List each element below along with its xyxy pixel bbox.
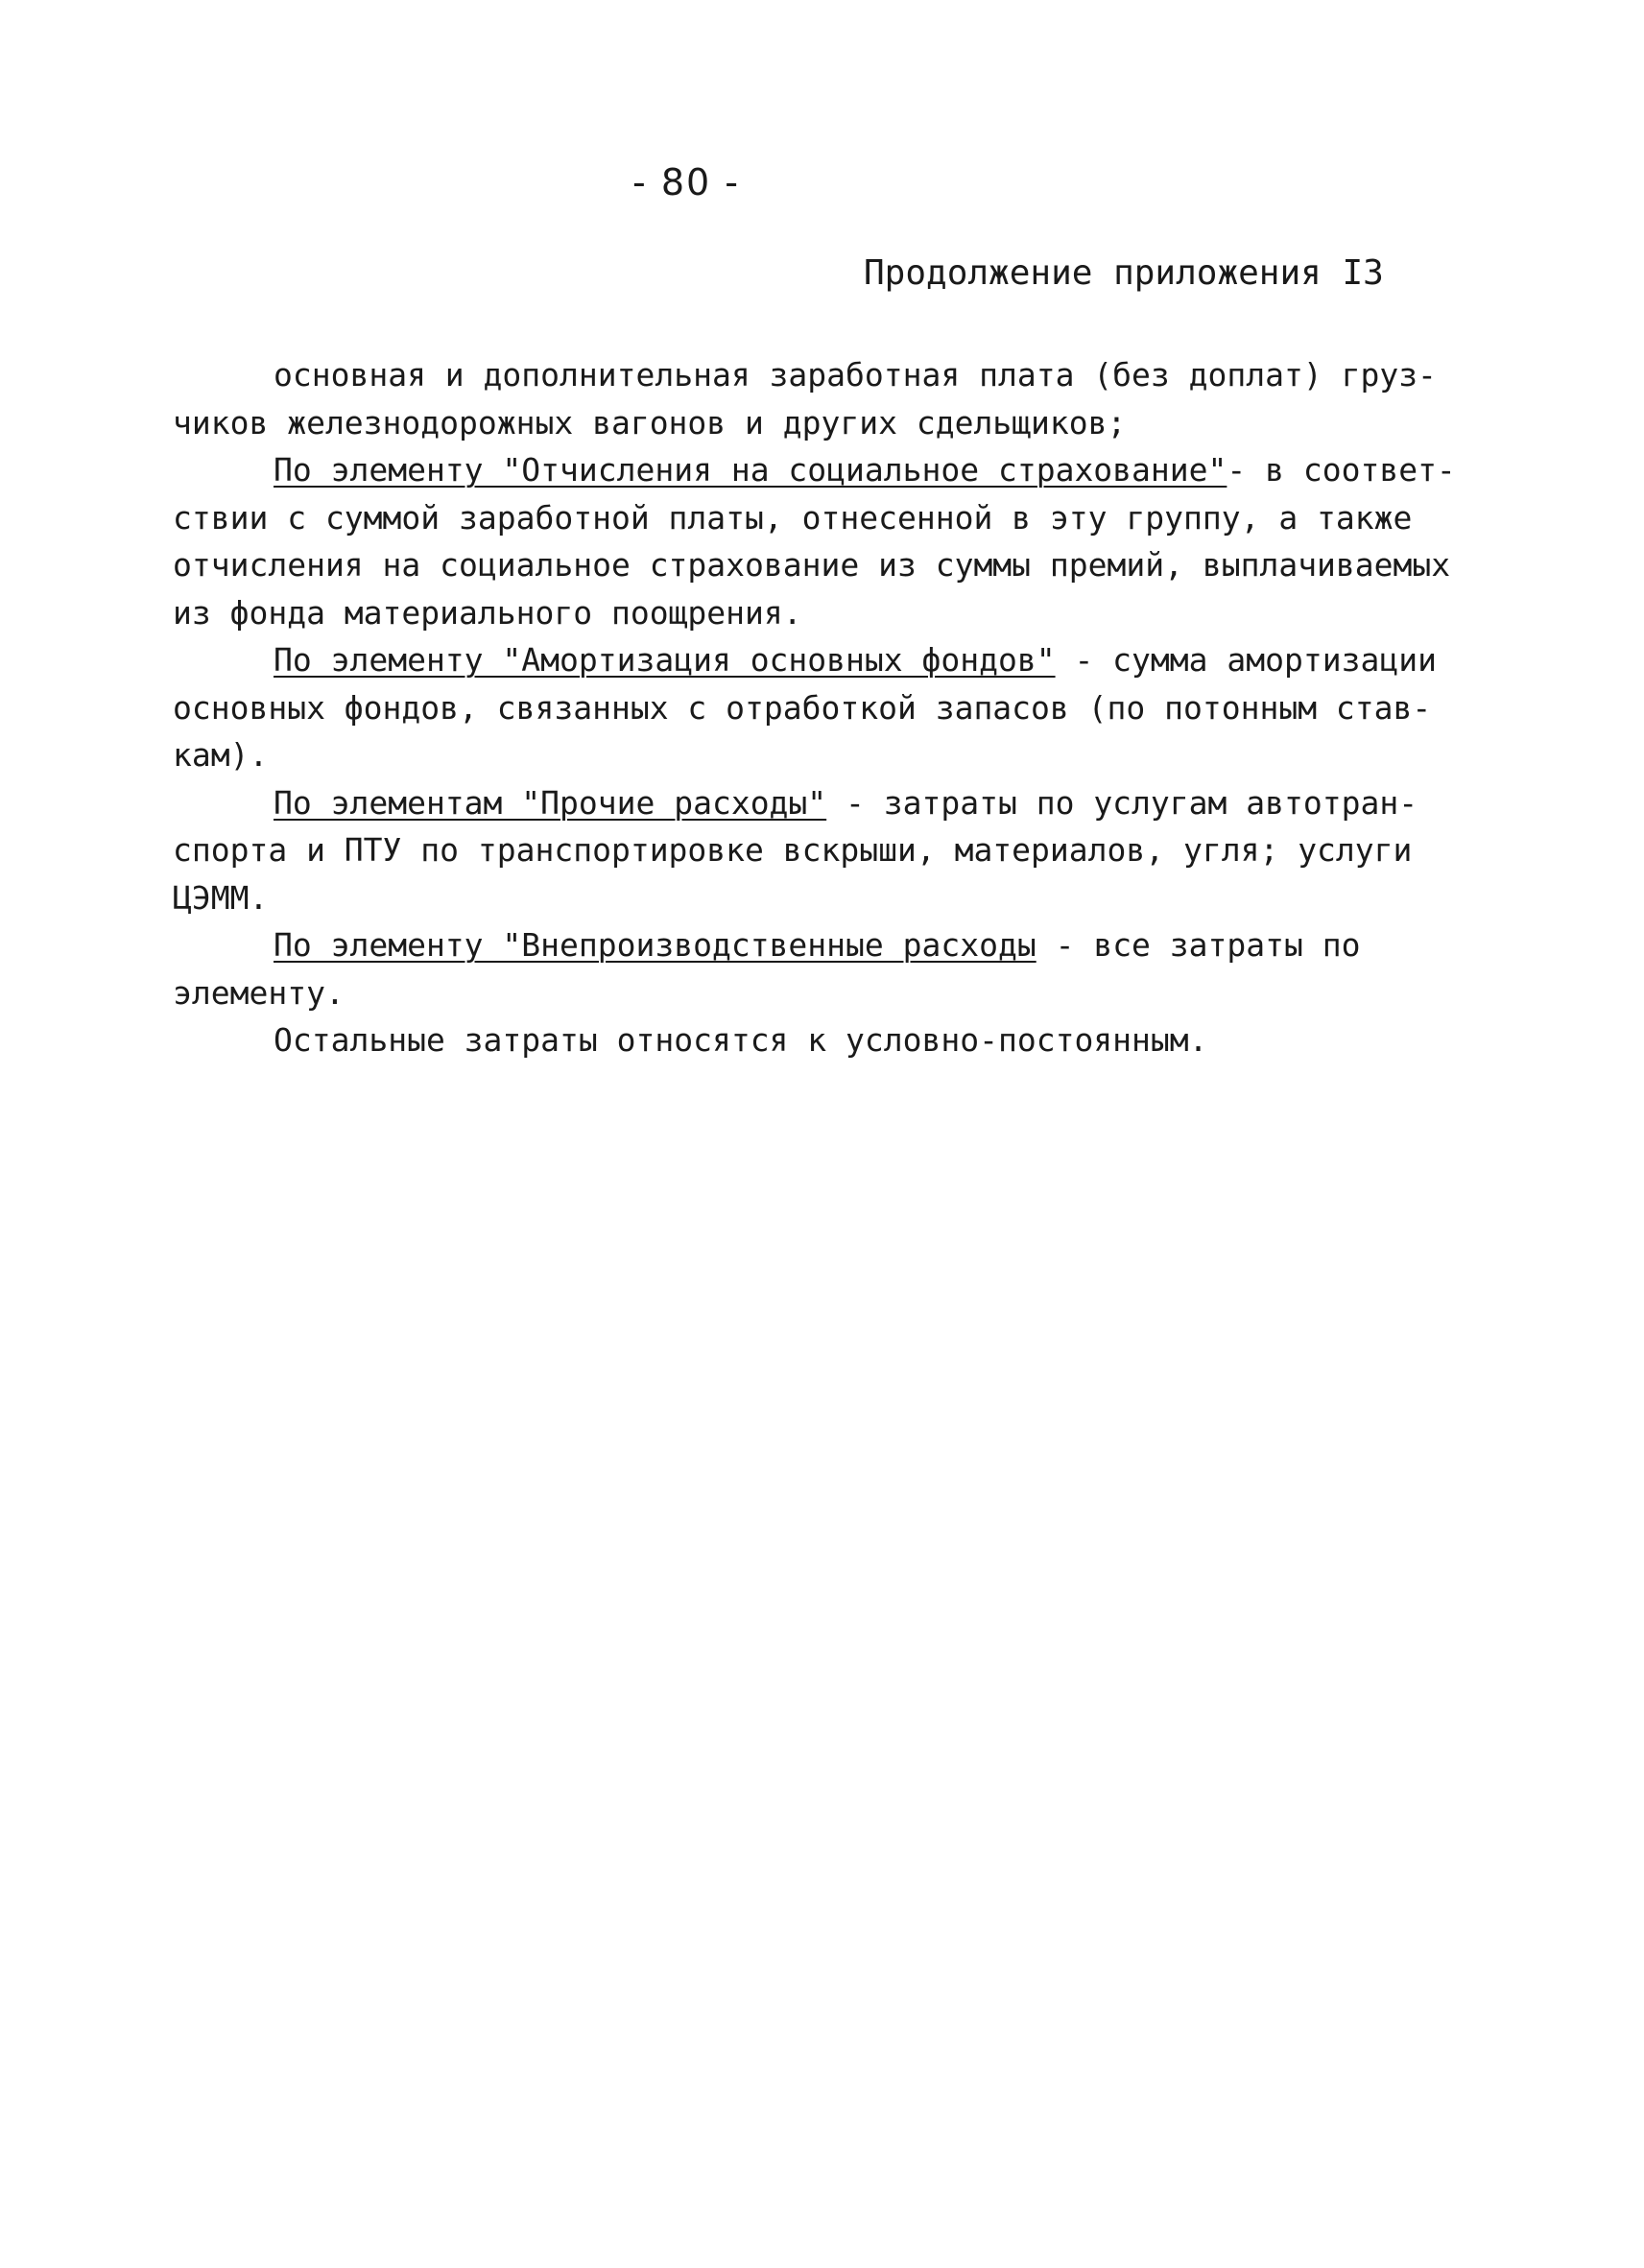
text-line: основных фондов, связанных с отработкой запасов (по потонным став- (173, 688, 1432, 727)
element-heading-underlined: По элементу "Внепроизводственные расходы (274, 926, 1036, 964)
paragraph-other-expenses: По элементам "Прочие расходы" - затраты по услугам автотран- (274, 783, 1418, 822)
text-line: отчисления на социальное страхование из суммы премий, выплачиваемых (173, 546, 1451, 584)
text-line: ствии с суммой заработной платы, отнесенной в эту группу, а также (173, 498, 1413, 537)
text-line: спорта и ПТУ по транспортировке вскрыши, материалов, угля; услуги (173, 831, 1413, 869)
element-heading-underlined: По элементу "Отчисления на социальное страхование" (274, 451, 1227, 489)
text-line: элементу. (173, 973, 345, 1012)
paragraph-social-insurance: По элементу "Отчисления на социальное страхование"- в соответ- (274, 451, 1456, 489)
element-heading-underlined: По элементу "Амортизация основных фондов" (274, 641, 1056, 679)
text-line: кам). (173, 736, 269, 774)
paragraph-non-production-expenses: По элементу "Внепроизводственные расходы - все затраты по (274, 926, 1361, 964)
text-line: ЦЭММ. (173, 878, 269, 917)
text-line: основная и дополнительная заработная плата (без доплат) груз- (274, 356, 1437, 394)
text-line: из фонда материального поощрения. (173, 593, 802, 632)
paragraph-remaining-costs: Остальные затраты относятся к условно-постоянным. (274, 1021, 1208, 1059)
appendix-continuation-heading: Продолжение приложения I3 (864, 253, 1384, 293)
element-heading-underlined: По элементам "Прочие расходы" (274, 783, 827, 822)
document-body (173, 351, 1516, 1064)
page-number: - 80 - (632, 161, 740, 203)
paragraph-depreciation: По элементу "Амортизация основных фондов" - сумма амортизации (274, 641, 1437, 679)
text-line: чиков железнодорожных вагонов и других сдельщиков; (173, 403, 1127, 442)
